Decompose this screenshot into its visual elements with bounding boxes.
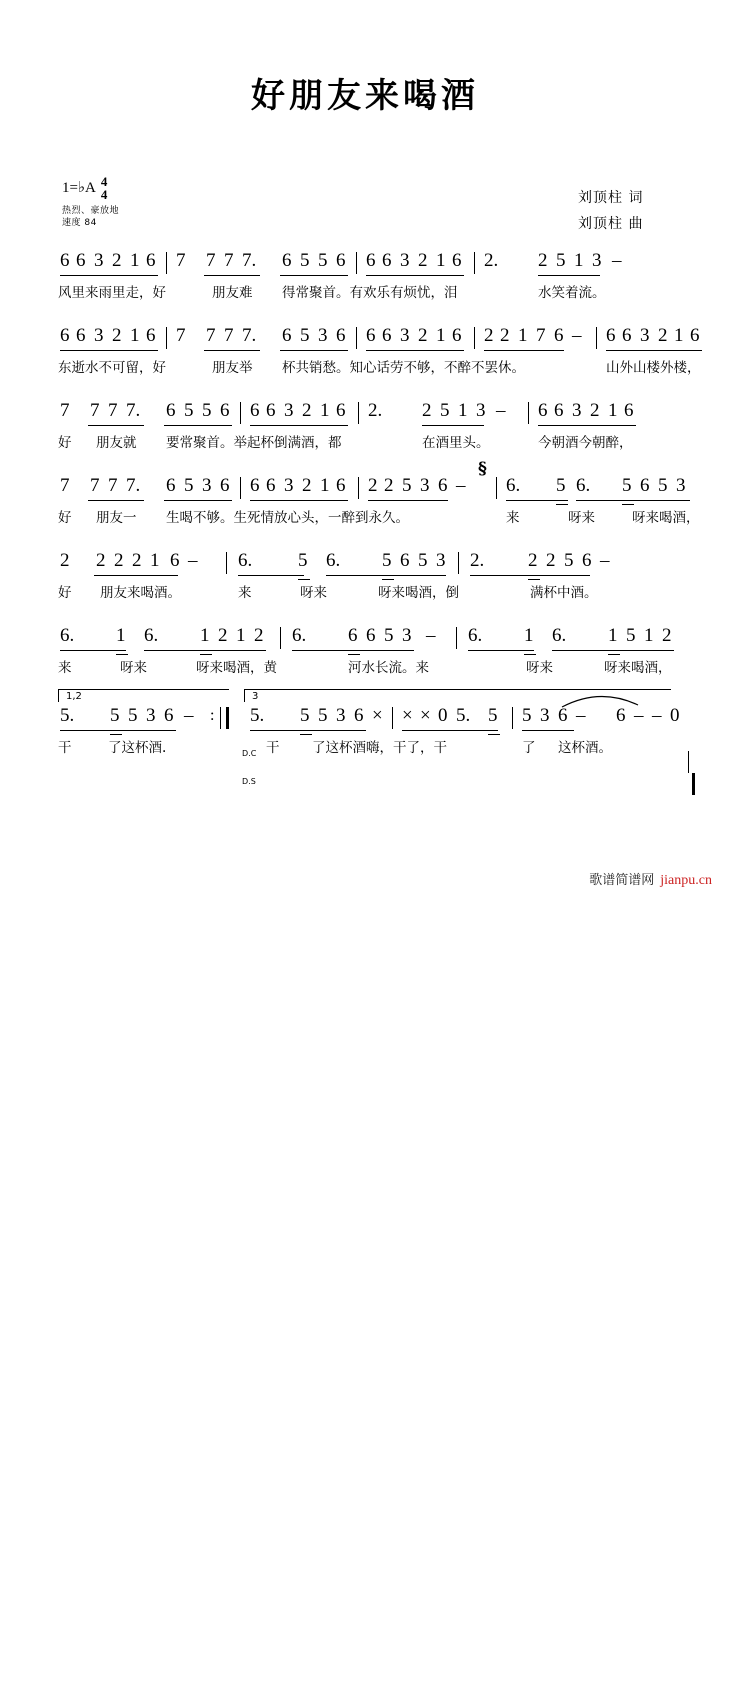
ending-bracket-1-2 [58,689,229,702]
notation-line-7: 5. 5 5 3 6 – 5. 5 5 3 6 × × × 0 5. 5 5 3 6 – 6 – – 0 : D.C D.S [60,705,672,735]
ending-label-3: 3 [252,691,259,702]
notation-line-6: 6. 1 6. 1 2 1 2 6. 6 6 5 3 – 6. 1 6. 1 5 1 2 [60,625,672,655]
meter-denominator: 4 [100,187,108,202]
meter-numerator: 4 [100,174,108,189]
lyrics-line-3: 好 朋友就 要常聚首。举起杯倒满酒，都 在酒里头。 今朝酒今朝醉， [58,435,633,451]
lyrics-line-4: 好 朋友一 生喝不够。生死情放心头，一醉到永久。 来 呀来 呀来喝酒， [58,510,700,526]
notation-line-1: 6 6 3 2 1 6 7 7 7 7. 6 5 5 6 6 6 3 2 1 6 2. 2 5 1 3 – [60,250,672,280]
site-name: 歌谱简谱网 [589,873,655,888]
notation-line-2: 6 6 3 2 1 6 7 7 7 7. 6 5 3 6 6 6 3 2 1 6 2 2 1 7 6 – 6 6 3 2 1 6 [60,325,672,355]
lyrics-line-2: 东逝水不可留，好 朋友举 杯共销愁。知心话劳不够，不醉不罢休。 山外山楼外楼， [58,360,701,376]
music-system-7 [58,691,680,786]
segno-sign: § [478,459,487,479]
lyrics-line-1: 风里来雨里走，好 朋友难 得常聚首。有欢乐有烦忧，泪 水笑着流。 [58,285,606,301]
music-system-6 [60,625,672,680]
page-title: 好朋友来喝酒 [251,76,479,116]
ending-label-1-2: 1,2 [66,691,82,702]
music-system-3 [60,400,672,455]
key-signature: 1=♭A [62,179,96,196]
notation-line-3: 7 7 7 7. 6 5 5 6 6 6 3 2 1 6 2. 2 5 1 3 – 6 6 3 2 1 6 [60,400,672,430]
notation-line-5: 2 2 2 2 1 6 – 6. 5 6. 5 6 5 3 2. 2 2 5 6 – [60,550,672,580]
lyrics-line-7: 干 了这杯酒. 干 了这杯酒嗨，干了，干 了 这杯酒。 [58,740,612,756]
tie-slur [560,691,640,709]
lyrics-line-6: 来 呀来 呀来喝酒，黄 河水长流。来 呀来 呀来喝酒， [58,660,672,676]
music-system-1 [60,250,672,305]
site-url: jianpu.cn [660,873,712,888]
final-barline [688,707,726,729]
key-meter-block [62,175,119,229]
time-signature [101,175,108,201]
composer-credit: 刘顶柱 曲 [578,215,644,232]
lyrics-line-5: 好 朋友来喝酒。 来 呀来 呀来喝酒，倒 满杯中酒。 [58,585,598,601]
music-system-5 [60,550,672,605]
notation-line-4: 7 7 7 7. 6 5 3 6 6 6 3 2 1 6 2 2 5 3 6 – 6. 5 6. 5 6 5 3 § [60,475,672,505]
credits-block [578,186,643,238]
dc-ds-marking: D.C D.S [242,749,257,786]
expression-marking: 热烈、豪放地 [62,206,120,216]
footer-watermark [589,869,712,889]
lyricist-credit: 刘顶柱 词 [578,190,644,206]
music-system-4 [58,459,700,530]
music-system-2 [58,325,701,380]
tempo-marking: 速度 84 [62,218,97,229]
